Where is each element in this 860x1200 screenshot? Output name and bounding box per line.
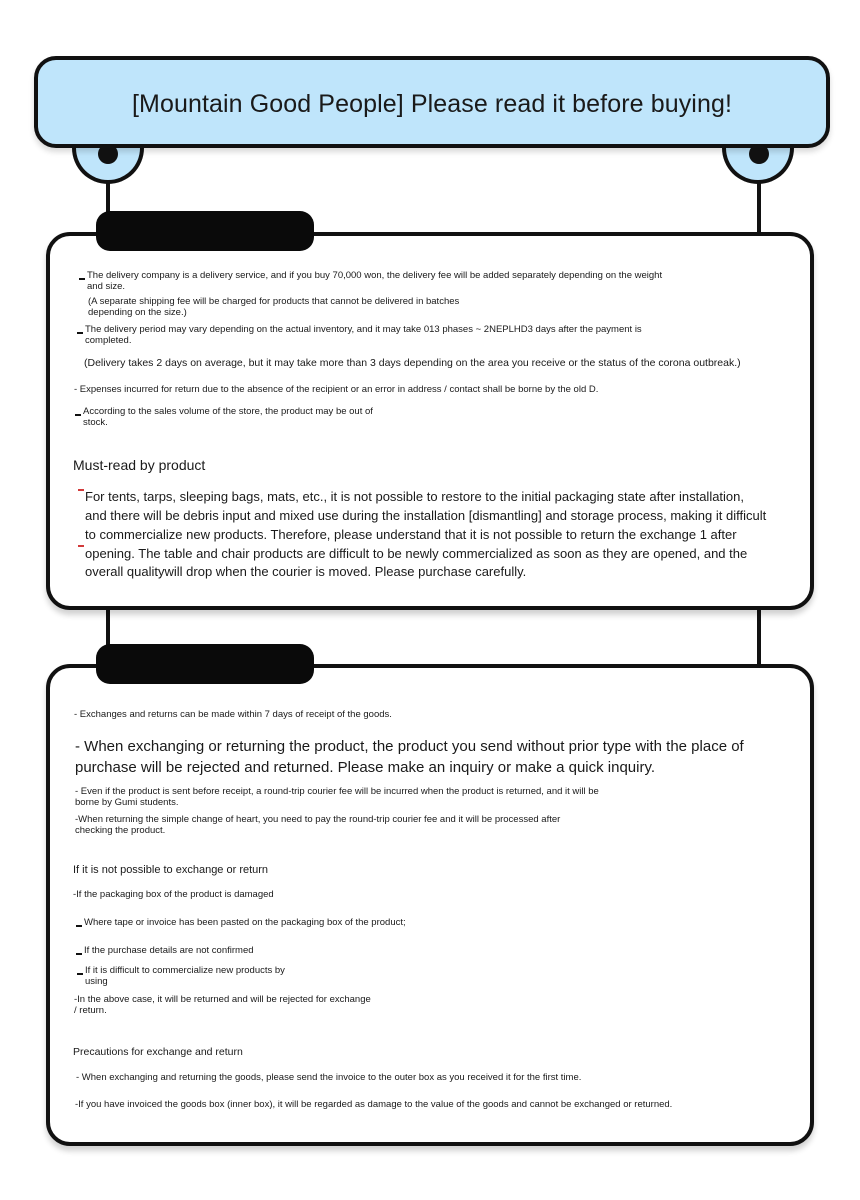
precaution-1: - When exchanging and returning the goods, please send the invoice to the outer box as you received it for the first time. xyxy=(76,1072,582,1083)
rivet-left xyxy=(98,144,118,164)
not-possible-item-4: If it is difficult to commercialize new products by using xyxy=(85,965,295,988)
not-possible-item-2: Where tape or invoice has been pasted on the packaging box of the product; xyxy=(84,917,406,928)
not-possible-heading: If it is not possible to exchange or return xyxy=(73,864,269,876)
red-mark-1 xyxy=(78,489,84,491)
section-tab-2 xyxy=(96,644,314,684)
must-read-paragraph: For tents, tarps, sleeping bags, mats, etc., it is not possible to restore to the initial packaging state after installation, and there will be debris input and mixed use during the installation [dismantling] and storage process, making it difficult to commercialize new products. Therefore, please understand that it is not possible to return the exchange 1 after opening. The table and chair products are difficult to be newly commercialized as soon as they are opened, and the overall qualitywill drop when the courier is moved. Please purchase carefully. xyxy=(85,489,767,580)
rope-right-mid xyxy=(757,606,761,668)
exchange-note-2: -When returning the simple change of heart, you need to pay the round-trip courier fee and it will be processed after checking the product. xyxy=(75,814,561,837)
red-mark-2 xyxy=(78,545,84,547)
not-possible-item-3: If the purchase details are not confirmed xyxy=(84,945,254,956)
delivery-item-6: According to the sales volume of the store, the product may be out of stock. xyxy=(83,406,383,429)
precaution-2: -If you have invoiced the goods box (inner box), it will be regarded as damage to the value of the goods and cannot be exchanged or returned. xyxy=(75,1099,673,1110)
rivet-right xyxy=(749,144,769,164)
exchange-notice-large: - When exchanging or returning the product, the product you send without prior type with the place of purchase will be rejected and returned. Please make an inquiry or make a quick inquiry. xyxy=(75,738,744,776)
rope-right-top xyxy=(757,180,761,236)
not-possible-item-1: -If the packaging box of the product is damaged xyxy=(73,889,274,900)
section-tab-1 xyxy=(96,211,314,251)
delivery-item-5: - Expenses incurred for return due to the absence of the recipient or an error in address / contact shall be borne by the old D. xyxy=(74,384,599,395)
precautions-heading: Precautions for exchange and return xyxy=(73,1046,243,1058)
page-title: [Mountain Good People] Please read it before buying! xyxy=(131,90,733,118)
title-banner xyxy=(34,56,830,148)
delivery-item-3: The delivery period may vary depending on the actual inventory, and it may take 013 phases ~ 2NEPLHD3 days after the payment is completed. xyxy=(85,324,645,347)
exchange-note-1: - Even if the product is sent before receipt, a round-trip courier fee will be incurred when the product is returned, and it will be borne by Gumi students. xyxy=(75,786,599,809)
not-possible-item-5: -In the above case, it will be returned and will be rejected for exchange / return. xyxy=(74,994,371,1017)
delivery-item-2: (A separate shipping fee will be charged for products that cannot be delivered in batches depending on the size.) xyxy=(88,296,460,319)
must-read-heading: Must-read by product xyxy=(73,457,206,473)
exchange-intro: - Exchanges and returns can be made within 7 days of receipt of the goods. xyxy=(74,709,392,720)
delivery-item-1: The delivery company is a delivery service, and if you buy 70,000 won, the delivery fee will be added separately depending on the weight and size. xyxy=(87,270,667,293)
delivery-item-4: (Delivery takes 2 days on average, but it may take more than 3 days depending on the area you receive or the status of the corona outbreak.) xyxy=(84,357,741,369)
